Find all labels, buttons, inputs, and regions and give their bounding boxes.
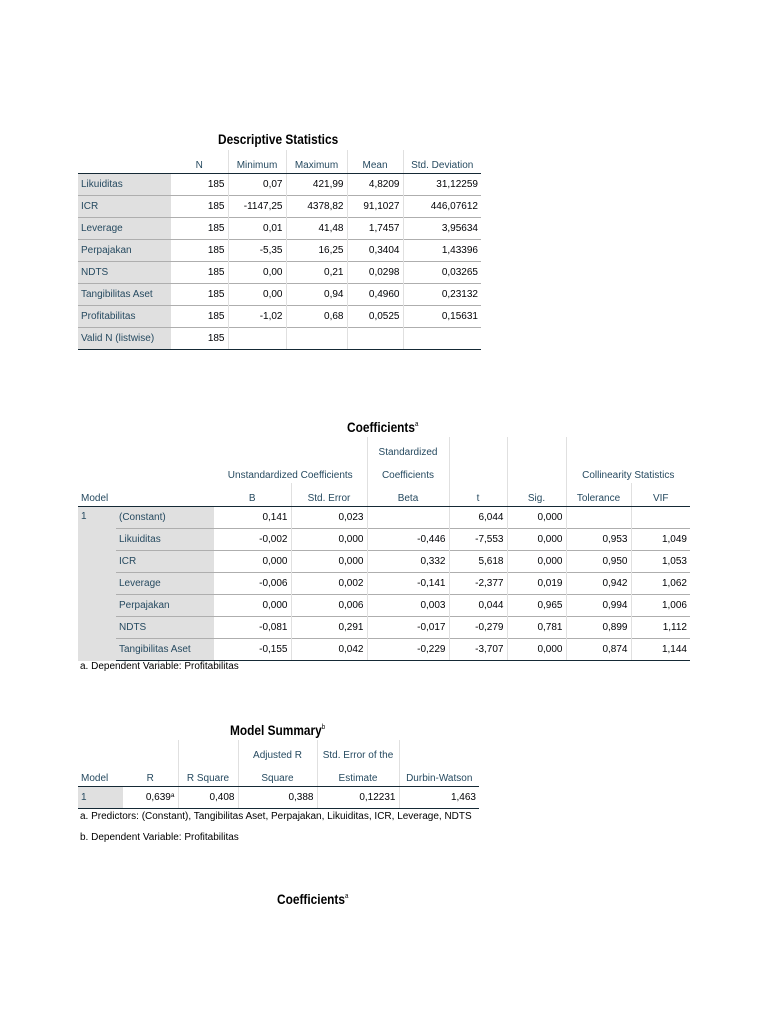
table-cell: 0,07 [228,174,286,196]
group-header-collinearity: Collinearity Statistics [566,460,690,483]
table-cell: -1,02 [228,306,286,328]
table-cell: -1147,25 [228,196,286,218]
row-label: Tangibilitas Aset [78,284,171,306]
table-cell: 0,950 [566,551,631,573]
table-cell [367,507,449,529]
table-cell: 0,965 [507,595,566,617]
column-header-model: Model [78,483,214,507]
column-header: Beta [367,483,449,507]
model-summary-footnote-a: a. Predictors: (Constant), Tangibilitas Aset, Perpajakan, Likuiditas, ICR, Leverage, NDTS [80,811,472,822]
row-label: 1 [78,787,123,809]
column-header: Std. Deviation [403,150,481,174]
table-cell: 185 [171,262,228,284]
table-cell: 1,112 [631,617,690,639]
table-cell: 0,408 [178,787,238,809]
row-label: Valid N (listwise) [78,328,171,350]
table-cell [228,328,286,350]
model-number: 1 [78,507,116,661]
column-header: Durbin-Watson [399,763,479,787]
column-header: Sig. [507,483,566,507]
column-header: Tolerance [566,483,631,507]
table-cell: 41,48 [286,218,347,240]
table-cell [566,507,631,529]
table-cell: 0,994 [566,595,631,617]
row-label: Likuiditas [116,529,214,551]
table-cell: 0,019 [507,573,566,595]
table-cell: 0,000 [507,551,566,573]
coefficients-title-2: Coefficients$^a$ [277,892,349,907]
table-row [78,507,690,529]
table-header-row [78,763,479,787]
table-row [78,639,690,661]
table-cell: 91,1027 [347,196,403,218]
table-cell: 1,049 [631,529,690,551]
table-cell: 0,002 [291,573,367,595]
table-cell: 4,8209 [347,174,403,196]
table-row [78,595,690,617]
table-cell: 1,43396 [403,240,481,262]
table-cell: 0,639$^a$ [123,787,178,809]
table-cell: 0,899 [566,617,631,639]
column-header: B [214,483,291,507]
table-cell: 0,00 [228,284,286,306]
table-cell: 1,062 [631,573,690,595]
table-cell: 0,0525 [347,306,403,328]
table-cell: -0,229 [367,639,449,661]
table-cell: 0,003 [367,595,449,617]
table-row [78,573,690,595]
table-cell: -5,35 [228,240,286,262]
row-label: (Constant) [116,507,214,529]
table-cell: 1,463 [399,787,479,809]
table-cell: 0,332 [367,551,449,573]
table-row [78,617,690,639]
column-header: VIF [631,483,690,507]
table-cell: 4378,82 [286,196,347,218]
table-cell: 421,99 [286,174,347,196]
table-cell: 0,03265 [403,262,481,284]
table-cell: 0,68 [286,306,347,328]
row-label: Leverage [116,573,214,595]
table-cell: 185 [171,174,228,196]
table-cell: 446,07612 [403,196,481,218]
column-header: Std. Error [291,483,367,507]
table-cell: 185 [171,218,228,240]
row-label: ICR [78,196,171,218]
group-header-unstandardized: Unstandardized Coefficients [227,470,353,481]
table-row [78,262,481,284]
row-label: Tangibilitas Aset [116,639,214,661]
table-cell: 0,942 [566,573,631,595]
table-cell: 0,006 [291,595,367,617]
column-header: N [171,150,228,174]
row-label: NDTS [116,617,214,639]
table-cell [631,507,690,529]
table-cell: 0,000 [214,551,291,573]
table-cell: 0,141 [214,507,291,529]
table-cell: 16,25 [286,240,347,262]
table-cell: 1,006 [631,595,690,617]
table-cell: 0,000 [507,507,566,529]
table-cell: 1,144 [631,639,690,661]
column-header: R [123,763,178,787]
table-cell: -0,279 [449,617,507,639]
table-cell: 0,01 [228,218,286,240]
table-row [78,306,481,328]
table-cell: 0,21 [286,262,347,284]
table-row [78,284,481,306]
table-cell: 0,781 [507,617,566,639]
row-label: Leverage [78,218,171,240]
model-summary-footnote-b: b. Dependent Variable: Profitabilitas [80,832,239,843]
table-cell: 0,15631 [403,306,481,328]
table-cell: -0,017 [367,617,449,639]
coefficients-title: Coefficients$^a$ [347,420,419,435]
table-cell: -3,707 [449,639,507,661]
table-row [78,529,690,551]
group-header-coefficients: Coefficients [367,460,449,483]
descriptive-statistics-table [78,150,481,350]
table-cell: 0,0298 [347,262,403,284]
table-cell: 185 [171,328,228,350]
table-row [78,240,481,262]
column-header: Mean [347,150,403,174]
row-label: ICR [116,551,214,573]
table-cell: 5,618 [449,551,507,573]
group-header-standardized: Standardized [367,437,449,460]
table-cell: 0,000 [291,529,367,551]
table-cell: 0,291 [291,617,367,639]
row-label: Profitabilitas [78,306,171,328]
model-summary-table [78,740,479,809]
row-label: NDTS [78,262,171,284]
table-cell: 1,053 [631,551,690,573]
table-cell: 0,000 [507,529,566,551]
table-cell [403,328,481,350]
table-cell: 185 [171,306,228,328]
column-header: Estimate [317,763,399,787]
table-cell: 31,12259 [403,174,481,196]
table-row [78,174,481,196]
table-cell: 0,23132 [403,284,481,306]
coefficients-footnote: a. Dependent Variable: Profitabilitas [80,661,239,672]
column-header: Square [238,763,317,787]
table-cell: 185 [171,284,228,306]
table-cell: 0,4960 [347,284,403,306]
table-row [78,218,481,240]
column-header: R Square [178,763,238,787]
table-cell: 0,3404 [347,240,403,262]
table-cell [286,328,347,350]
table-header-row [78,150,481,174]
table-cell: -2,377 [449,573,507,595]
table-row [78,787,479,809]
table-cell: 0,000 [291,551,367,573]
table-cell: 3,95634 [403,218,481,240]
model-summary-title: Model Summary$^b$ [230,723,326,738]
row-label: Perpajakan [116,595,214,617]
table-cell: 6,044 [449,507,507,529]
table-cell: -7,553 [449,529,507,551]
table-cell: 0,953 [566,529,631,551]
table-cell: 0,94 [286,284,347,306]
column-header: Maximum [286,150,347,174]
column-header: Std. Error of the [317,740,399,763]
table-cell: 0,388 [238,787,317,809]
table-cell: -0,446 [367,529,449,551]
descriptive-statistics-title: Descriptive Statistics [218,132,339,147]
table-cell: 0,042 [291,639,367,661]
table-header-row [78,483,690,507]
column-header-model: Model [78,763,123,787]
table-cell: 0,023 [291,507,367,529]
table-cell: 0,000 [507,639,566,661]
table-cell: 0,000 [214,595,291,617]
table-cell: 185 [171,240,228,262]
table-cell: 185 [171,196,228,218]
table-cell [347,328,403,350]
table-cell: 0,12231 [317,787,399,809]
table-row [78,328,481,350]
coefficients-table [78,437,690,661]
column-header: Minimum [228,150,286,174]
table-cell: -0,141 [367,573,449,595]
table-cell: 1,7457 [347,218,403,240]
table-row [78,196,481,218]
table-cell: 0,874 [566,639,631,661]
column-header: Adjusted R [238,740,317,763]
table-cell: -0,006 [214,573,291,595]
table-cell: -0,002 [214,529,291,551]
column-header: t [449,483,507,507]
table-cell: 0,00 [228,262,286,284]
table-cell: 0,044 [449,595,507,617]
table-cell: -0,155 [214,639,291,661]
row-label: Perpajakan [78,240,171,262]
table-cell: -0,081 [214,617,291,639]
table-row [78,551,690,573]
row-label: Likuiditas [78,174,171,196]
